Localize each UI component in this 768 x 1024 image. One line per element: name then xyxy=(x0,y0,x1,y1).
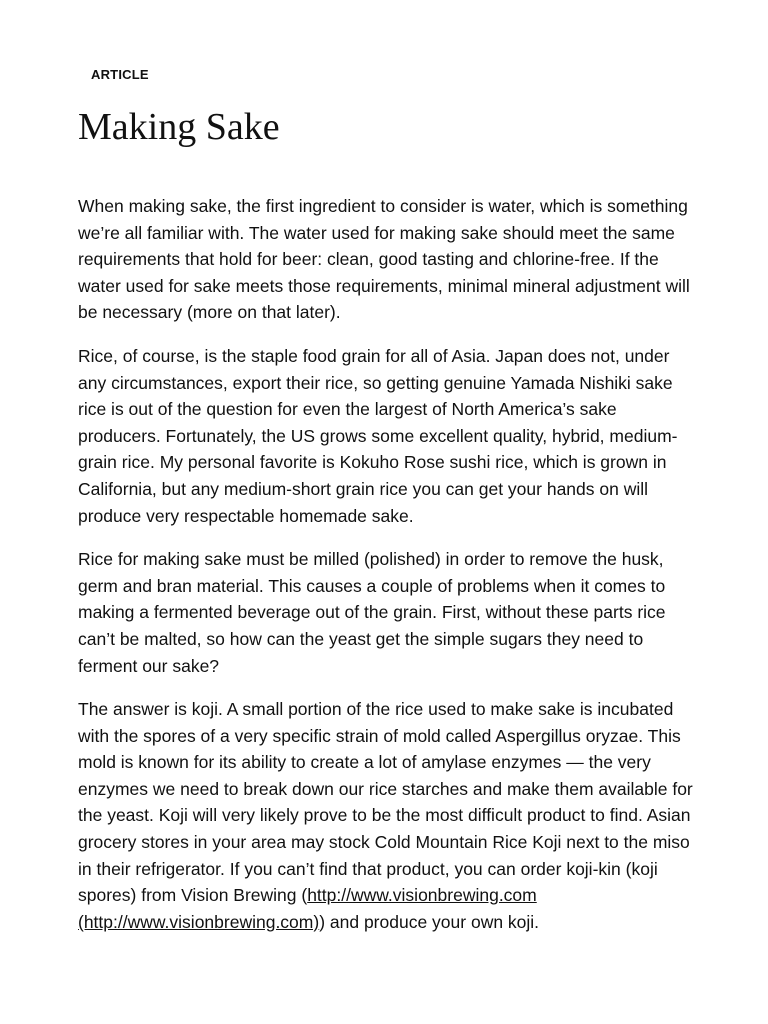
paragraph-milling: Rice for making sake must be milled (polished) in order to remove the husk, germ and bran material. This causes a couple of problems when it comes to making a fermented beverage out of the grain. First, without these parts rice can’t be malted, so how can the yeast get the simple sugars they need to ferment our sake? xyxy=(78,549,666,676)
article-kicker: ARTICLE xyxy=(91,67,149,82)
paragraph-koji xyxy=(78,696,698,935)
article-body xyxy=(78,193,698,952)
paragraph-rice: Rice, of course, is the staple food grain for all of Asia. Japan does not, under any circumstances, export their rice, so getting genuine Yamada Nishiki sake rice is out of the question for even the largest of North America’s sake producers. Fortunately, the US grows some excellent quality, hybrid, medium-grain rice. My personal favorite is Kokuho Rose sushi rice, which is grown in California, but any medium-short grain rice you can get your hands on will produce very respectable homemade sake. xyxy=(78,345,678,526)
paragraph-koji-text: The answer is koji. A small portion of the rice used to make sake is incubated with the spores of a very specific strain of mold called Aspergillus oryzae. This mold is known for its ability to create a lot of amylase enzymes — the very enzymes we need to break down our rice starches and make them available for the yeast. Koji will very likely prove to be the most difficult product to find. Asian grocery stores in your area may stock Cold Mountain Rice Koji next to the miso in their refrigerator. If you can’t find that product, you can order koji-kin (koji spores) from Vision Brewing ( xyxy=(78,699,693,906)
paragraph-koji-tail: ) and produce your own koji. xyxy=(319,911,540,932)
vision-brewing-link[interactable]: http://www.visionbrewing.com (http://www.visionbrewing.com) xyxy=(78,885,537,932)
page-title: Making Sake xyxy=(78,106,280,148)
paragraph-water: When making sake, the first ingredient to consider is water, which is something we’re all familiar with. The water used for making sake should meet the same requirements that hold for beer: clean, good tasting and chlorine-free. If the water used for sake meets those requirements, minimal mineral adjustment will be necessary (more on that later). xyxy=(78,196,690,323)
